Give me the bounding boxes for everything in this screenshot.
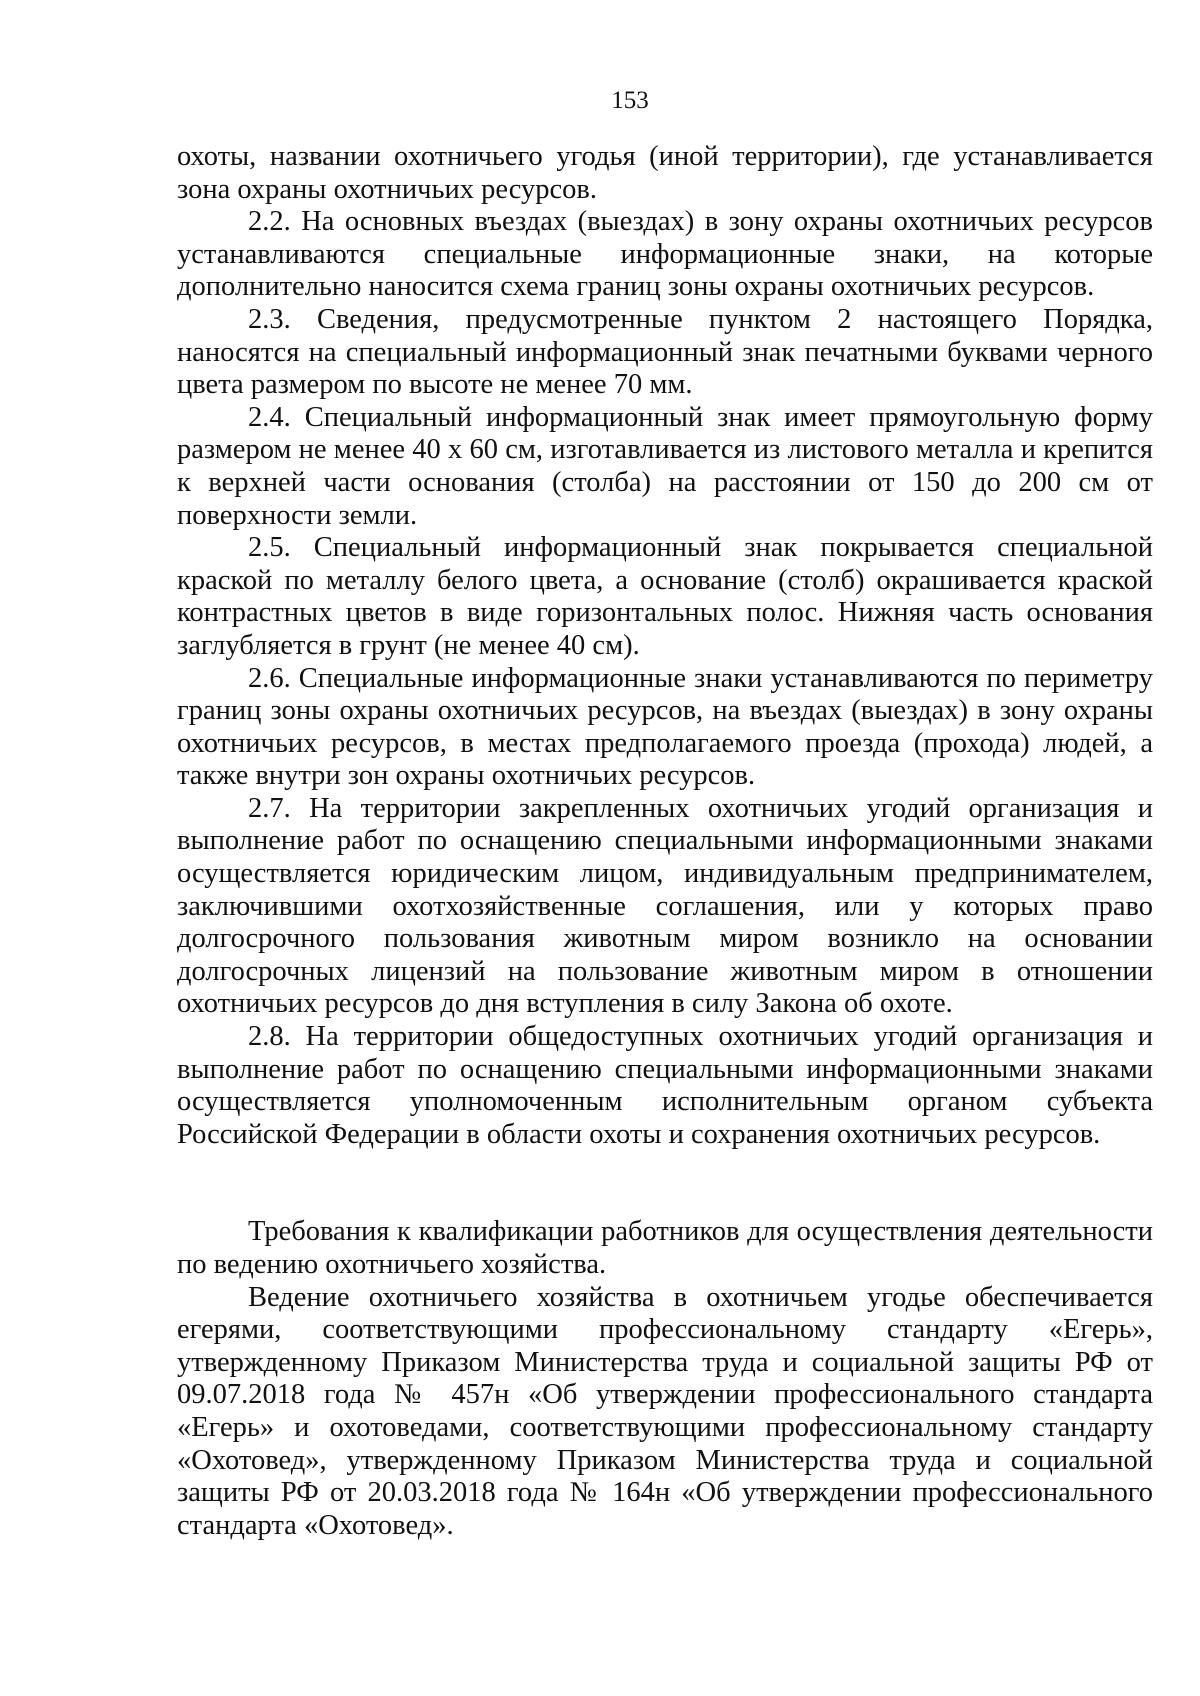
- paragraph-continuation: охоты, названии охотничьего угодья (иной территории), где устанавливается зона охраны охотничьих ресурсов.: [177, 141, 1153, 205]
- section-heading-qualification: Требования к квалификации работников для осуществления деятельности по ведению охотничьего хозяйства.: [177, 1216, 1153, 1280]
- document-body: [177, 141, 1153, 1542]
- paragraph-2-8: 2.8. На территории общедоступных охотничьих угодий организация и выполнение работ по оснащению специальными информационными знаками осуществляется уполномоченным исполнительным органом субъекта Российской Федерации в области охоты и сохранения охотничьих ресурсов.: [177, 1021, 1153, 1150]
- paragraph-qualification-body: Ведение охотничьего хозяйства в охотничьем угодье обеспечивается егерями, соответствующими профессиональному стандарту «Егерь», утвержденному Приказом Министерства труда и социальной защиты РФ от 09.07.2018 года № 457н «Об утверждении профессионального стандарта «Егерь» и охотоведами, соответствующими профессиональному стандарту «Охотовед», утвержденному Приказом Министерства труда и социальной защиты РФ от 20.03.2018 года № 164н «Об утверждении профессионального стандарта «Охотовед».: [177, 1281, 1153, 1541]
- paragraph-2-2: 2.2. На основных въездах (выездах) в зону охраны охотничьих ресурсов устанавливаются специальные информационные знаки, на которые дополнительно наносится схема границ зоны охраны охотничьих ресурсов.: [177, 206, 1153, 303]
- paragraph-2-5: 2.5. Специальный информационный знак покрывается специальной краской по металлу белого цвета, а основание (столб) окрашивается краской контрастных цветов в виде горизонтальных полос. Нижняя часть основания заглубляется в грунт (не менее 40 см).: [177, 532, 1153, 661]
- paragraph-2-4: 2.4. Специальный информационный знак имеет прямоугольную форму размером не менее 40 х 60 см, изготавливается из листового металла и крепится к верхней части основания (столба) на расстоянии от 150 до 200 см от поверхности земли.: [177, 401, 1153, 531]
- paragraph-2-7: 2.7. На территории закрепленных охотничьих угодий организация и выполнение работ по оснащению специальными информационными знаками осуществляется юридическим лицом, индивидуальным предпринимателем, заключившими охотхозяйственные соглашения, или у которых право долгосрочного пользования животным миром возникло на основании долгосрочных лицензий на пользование животным миром в отношении охотничьих ресурсов до дня вступления в силу Закона об охоте.: [177, 792, 1153, 1020]
- page-number: 153: [611, 87, 649, 114]
- paragraph-2-6: 2.6. Специальные информационные знаки устанавливаются по периметру границ зоны охраны охотничьих ресурсов, на въездах (выездах) в зону охраны охотничьих ресурсов, в местах предполагаемого проезда (прохода) людей, а также внутри зон охраны охотничьих ресурсов.: [177, 662, 1153, 792]
- paragraph-2-3: 2.3. Сведения, предусмотренные пунктом 2 настоящего Порядка, наносятся на специальный информационный знак печатными буквами черного цвета размером по высоте не менее 70 мм.: [177, 303, 1153, 401]
